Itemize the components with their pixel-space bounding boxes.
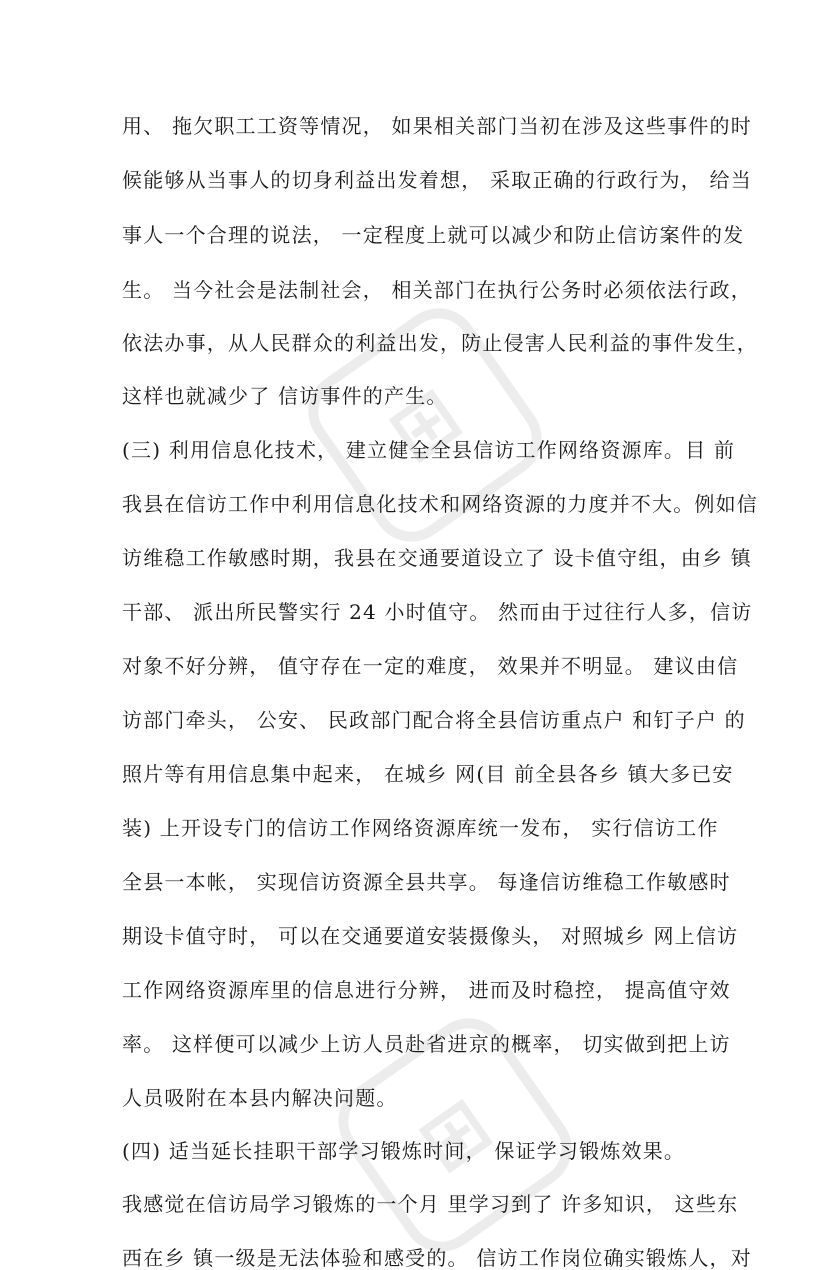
text-line: 事人一个合理的说法， 一定程度上就可以减少和防止信访案件的发 [122, 223, 745, 247]
text-line: 生。 当今社会是法制社会， 相关部门在执行公务时必须依法行政， [122, 278, 752, 302]
text-line: 候能够从当事人的切身利益出发着想， 采取正确的行政行为， 给当 [122, 168, 752, 192]
text-line: 率。 这样便可以减少上访人员赴省进京的概率， 切实做到把上访 [122, 1032, 731, 1056]
text-line: 访维稳工作敏感时期，我县在交通要道设立了 设卡值守组，由乡 镇 [122, 546, 752, 570]
text-line: 干部、 派出所民警实行 24 小时值守。 然而由于过往行人多，信访 [122, 600, 753, 624]
text-line: 全县一本帐， 实现信访资源全县共享。 每逢信访维稳工作敏感时 [122, 870, 731, 894]
text-line: 装) 上开设专门的信访工作网络资源库统一发布， 实行信访工作 [122, 816, 719, 840]
text-line: 我感觉在信访局学习锻炼的一个月 里学习到了 许多知识， 这些东 [122, 1192, 739, 1216]
text-line: 人员吸附在本县内解决问题。 [122, 1086, 398, 1110]
text-line: 访部门牵头， 公安、 民政部门配合将全县信访重点户 和钉子户 的 [122, 708, 746, 732]
text-line: 这样也就减少了 信访事件的产生。 [122, 384, 448, 408]
text-line: 我县在信访工作中利用信息化技术和网络资源的力度并不大。例如信 [122, 492, 758, 516]
text-line: 西在乡 镇一级是无法体验和感受的。 信访工作岗位确实锻炼人，对 [122, 1246, 752, 1270]
text-line: 对象不好分辨， 值守存在一定的难度， 效果并不明显。 建议由信 [122, 654, 739, 678]
section-heading: (四) 适当延长挂职干部学习锻炼时间， 保证学习锻炼效果。 [122, 1139, 686, 1163]
text-line: 照片等有用信息集中起来， 在城乡 网(目 前全县各乡 镇大多已安 [122, 762, 734, 786]
section-heading: (三) 利用信息化技术， 建立健全全县信访工作网络资源库。目 前 [122, 438, 736, 462]
text-line: 用、 拖欠职工工资等情况， 如果相关部门当初在涉及这些事件的时 [122, 114, 752, 138]
text-line: 工作网络资源库里的信息进行分辨， 进而及时稳控， 提高值守效 [122, 978, 731, 1002]
watermark-logo: ⊞ [293, 293, 558, 558]
text-line: 期设卡值守时， 可以在交通要道安装摄像头， 对照城乡 网上信访 [122, 924, 739, 948]
watermark-logo: ⊞ [323, 1003, 588, 1268]
text-line: 依法办事，从人民群众的利益出发，防止侵害人民利益的事件发生， [122, 331, 758, 355]
